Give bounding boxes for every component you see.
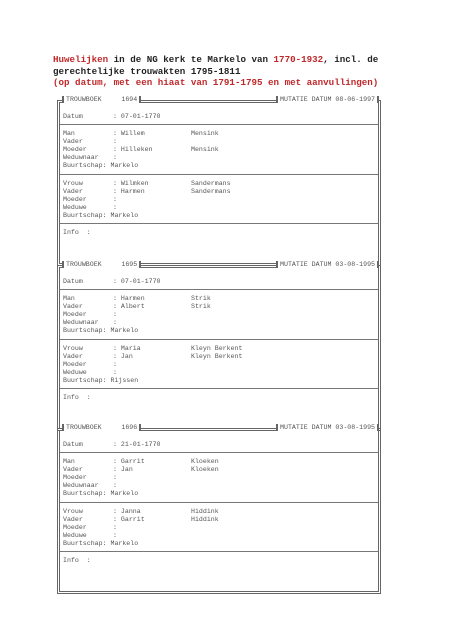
divider: [60, 289, 378, 290]
info-line: [60, 394, 378, 402]
man-moeder-line: [60, 311, 378, 319]
vrouw-moeder-line: [60, 361, 378, 369]
info-area: [60, 237, 378, 263]
vrouw-line: [60, 345, 378, 353]
man-vader-line-label: Vader: [63, 466, 83, 474]
vrouw-moeder-line-first: :: [113, 195, 121, 203]
title-op-datum: (op datum: [53, 77, 103, 88]
vrouw-line: [60, 508, 378, 516]
datum-line: [60, 113, 378, 121]
vrouw-moeder-line-label: Moeder: [63, 523, 87, 531]
vrouw-line-first: : Maria: [113, 344, 141, 352]
vrouw-vader-line-last: Hiddink: [191, 515, 219, 523]
info-line: [60, 229, 378, 237]
man-buurtschap-line-label: Buurtschap:: [63, 327, 111, 335]
trouwboek-label: TROUWBOEK 1694: [62, 96, 141, 103]
man-moeder-line-label: Moeder: [63, 311, 87, 319]
datum-label: Datum: [63, 113, 83, 120]
vrouw-vader-line-first: : Jan: [113, 352, 133, 360]
weduwnaar-line-label: Weduwnaar: [63, 319, 99, 327]
record-header: [60, 96, 378, 113]
trouwboek-label: TROUWBOEK 1695: [62, 261, 141, 268]
vrouw-line-label: Vrouw: [63, 344, 83, 352]
info-label: Info :: [63, 229, 91, 237]
man-vader-line-last: Kloeken: [191, 466, 219, 474]
weduwnaar-line-label: Weduwnaar: [63, 482, 99, 490]
vrouw-vader-line-last: Kleyn Berkent: [191, 352, 243, 360]
man-moeder-line: [60, 146, 378, 154]
weduwe-line-first: :: [113, 531, 121, 539]
document-title: [53, 54, 398, 89]
man-moeder-line-first: :: [113, 474, 121, 482]
man-buurtschap-line-value: Markelo: [110, 162, 139, 170]
title-text-3: , met een hiaat van 1791-1795 en met aanvullingen): [102, 77, 379, 88]
vrouw-buurtschap-line-label: Buurtschap:: [63, 376, 111, 384]
title-huwelijken: Huwelijken: [53, 54, 109, 65]
mutatie-datum: MUTATIE DATUM 08-06-1997: [276, 96, 379, 103]
weduwe-line-label: Weduwe: [63, 203, 87, 211]
datum-line: [60, 278, 378, 286]
vrouw-buurtschap-line: [60, 377, 378, 385]
vrouw-moeder-line-first: :: [113, 523, 121, 531]
man-vader-line: [60, 466, 378, 474]
vrouw-buurtschap-line-label: Buurtschap:: [63, 539, 111, 547]
divider: [60, 551, 378, 552]
weduwe-line-first: :: [113, 368, 121, 376]
record-card: [57, 96, 381, 266]
man-line-label: Man: [63, 295, 75, 303]
mutatie-datum: MUTATIE DATUM 03-08-1995: [276, 261, 379, 268]
man-vader-line-label: Vader: [63, 138, 83, 146]
vrouw-vader-line: [60, 516, 378, 524]
weduwnaar-line-first: :: [113, 154, 121, 162]
record-header: [60, 261, 378, 278]
man-line-label: Man: [63, 458, 75, 466]
vrouw-moeder-line-label: Moeder: [63, 195, 87, 203]
man-vader-line: [60, 138, 378, 146]
man-buurtschap-line-value: Markelo: [110, 490, 139, 498]
weduwnaar-line-first: :: [113, 319, 121, 327]
man-buurtschap-line: [60, 490, 378, 498]
man-line-first: : Willem: [113, 130, 145, 138]
vrouw-line-last: Hiddink: [191, 507, 219, 515]
title-text-2: , incl. de gerechtelijke trouwakten 1795-1811: [53, 54, 379, 77]
man-line-last: Mensink: [191, 130, 219, 138]
vrouw-buurtschap-line: [60, 212, 378, 220]
divider: [60, 339, 378, 340]
weduwe-line: [60, 204, 378, 212]
man-line: [60, 295, 378, 303]
man-line-last: Strik: [191, 295, 211, 303]
vrouw-vader-line-first: : Harmen: [113, 187, 145, 195]
weduwe-line-first: :: [113, 203, 121, 211]
record-header: [60, 424, 378, 441]
datum-line: [60, 441, 378, 449]
vrouw-vader-line-last: Sandermans: [191, 187, 231, 195]
man-line: [60, 458, 378, 466]
divider: [60, 388, 378, 389]
man-vader-line-first: : Albert: [113, 303, 145, 311]
vrouw-vader-line-first: : Garrit: [113, 515, 145, 523]
man-moeder-line-first: :: [113, 311, 121, 319]
vrouw-line: [60, 180, 378, 188]
man-vader-line-last: Strik: [191, 303, 211, 311]
vrouw-moeder-line: [60, 196, 378, 204]
man-line-last: Kloeken: [191, 458, 219, 466]
vrouw-vader-line: [60, 188, 378, 196]
man-line-label: Man: [63, 130, 75, 138]
weduwe-line: [60, 532, 378, 540]
weduwnaar-line-first: :: [113, 482, 121, 490]
divider: [60, 174, 378, 175]
vrouw-buurtschap-line-label: Buurtschap:: [63, 211, 111, 219]
vrouw-moeder-line-label: Moeder: [63, 360, 87, 368]
info-area: [60, 565, 378, 591]
vrouw-vader-line: [60, 353, 378, 361]
weduwe-line-label: Weduwe: [63, 368, 87, 376]
record-card: [57, 261, 381, 431]
vrouw-line-label: Vrouw: [63, 179, 83, 187]
vrouw-line-first: : Wilmken: [113, 179, 149, 187]
weduwnaar-line-label: Weduwnaar: [63, 154, 99, 162]
datum-label: Datum: [63, 278, 83, 285]
info-label: Info :: [63, 394, 91, 402]
man-moeder-line-last: Mensink: [191, 146, 219, 154]
vrouw-buurtschap-line: [60, 540, 378, 548]
record-card: [57, 424, 381, 594]
vrouw-line-last: Kleyn Berkent: [191, 344, 243, 352]
man-line-first: : Garrit: [113, 458, 145, 466]
divider: [60, 452, 378, 453]
mutatie-datum: MUTATIE DATUM 03-08-1995: [276, 424, 379, 431]
title-text-1: in de NG kerk te Markelo van: [108, 54, 274, 65]
man-moeder-line-label: Moeder: [63, 474, 87, 482]
man-buurtschap-line: [60, 327, 378, 335]
datum-value: : 07-01-1770: [113, 113, 161, 120]
man-vader-line-first: : Jan: [113, 466, 133, 474]
weduwnaar-line: [60, 319, 378, 327]
vrouw-line-first: : Janna: [113, 507, 141, 515]
man-moeder-line-label: Moeder: [63, 146, 87, 154]
vrouw-vader-line-label: Vader: [63, 352, 83, 360]
weduwe-line: [60, 369, 378, 377]
vrouw-moeder-line-first: :: [113, 360, 121, 368]
man-vader-line: [60, 303, 378, 311]
man-buurtschap-line-label: Buurtschap:: [63, 490, 111, 498]
vrouw-buurtschap-line-value: Markelo: [110, 539, 139, 547]
man-vader-line-label: Vader: [63, 303, 83, 311]
vrouw-moeder-line: [60, 524, 378, 532]
man-buurtschap-line-label: Buurtschap:: [63, 162, 111, 170]
vrouw-line-last: Sandermans: [191, 179, 231, 187]
weduwnaar-line: [60, 154, 378, 162]
info-label: Info :: [63, 557, 91, 565]
man-moeder-line: [60, 474, 378, 482]
man-moeder-line-first: : Hilleken: [113, 146, 153, 154]
divider: [60, 502, 378, 503]
trouwboek-label: TROUWBOEK 1696: [62, 424, 141, 431]
vrouw-buurtschap-line-value: Markelo: [110, 211, 139, 219]
man-line: [60, 130, 378, 138]
datum-value: : 21-01-1770: [113, 441, 161, 448]
vrouw-vader-line-label: Vader: [63, 187, 83, 195]
weduwe-line-label: Weduwe: [63, 531, 87, 539]
title-years: 1770-1932: [273, 54, 324, 65]
datum-label: Datum: [63, 441, 83, 448]
divider: [60, 223, 378, 224]
divider: [60, 124, 378, 125]
vrouw-buurtschap-line-value: Rijssen: [110, 376, 139, 384]
vrouw-vader-line-label: Vader: [63, 515, 83, 523]
weduwnaar-line: [60, 482, 378, 490]
man-vader-line-first: :: [113, 138, 121, 146]
man-buurtschap-line: [60, 162, 378, 170]
man-buurtschap-line-value: Markelo: [110, 327, 139, 335]
man-line-first: : Harmen: [113, 295, 145, 303]
datum-value: : 07-01-1770: [113, 278, 161, 285]
info-line: [60, 557, 378, 565]
vrouw-line-label: Vrouw: [63, 507, 83, 515]
